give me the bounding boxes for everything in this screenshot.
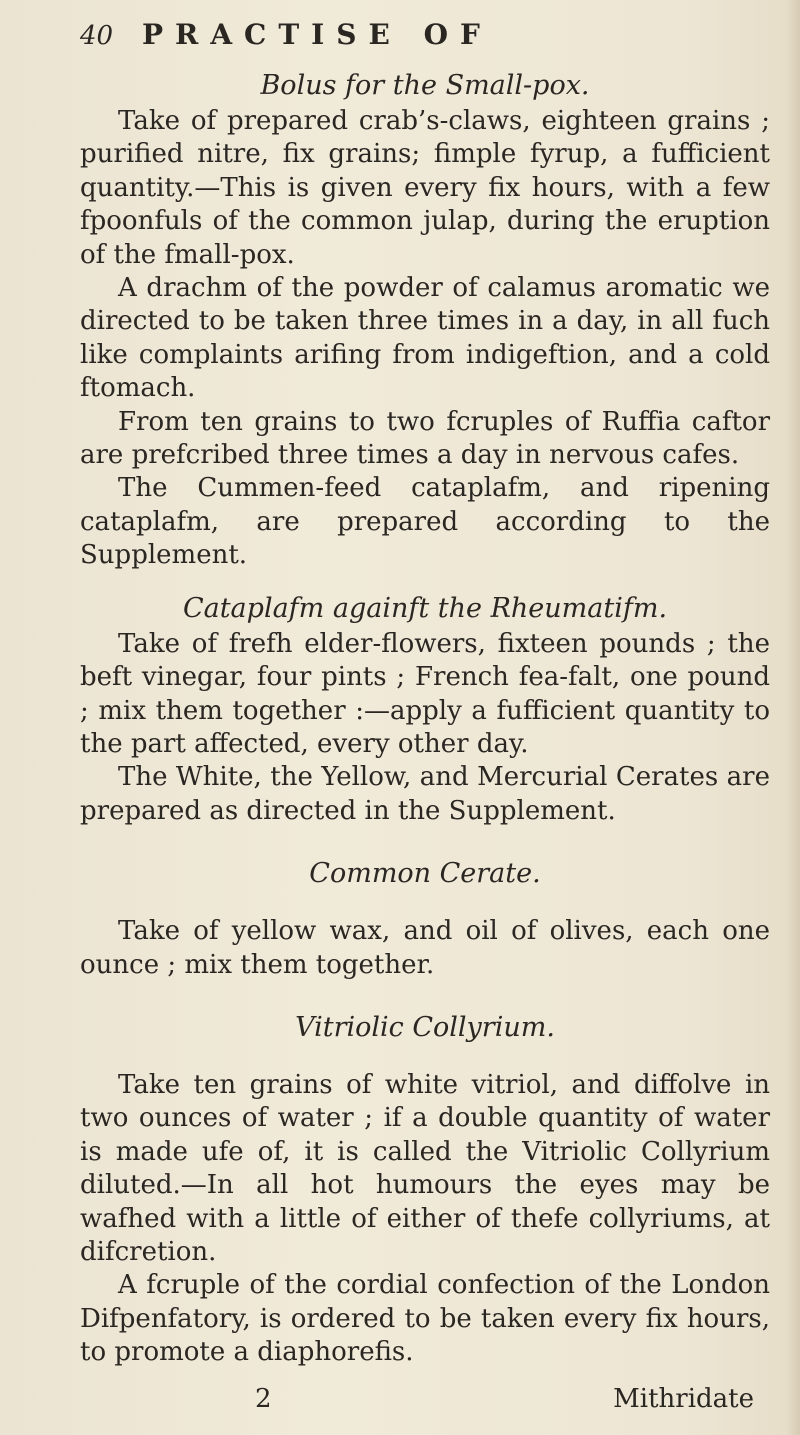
paragraph: The White, the Yellow, and Mercurial Cerates are prepared as directed in the Supplement. xyxy=(80,762,770,826)
page-footer xyxy=(80,1384,770,1414)
section-title-vitriolic-collyrium: Vitriolic Collyrium. xyxy=(295,1011,555,1043)
catchword: Mithridate xyxy=(613,1383,754,1414)
page-number: 40 xyxy=(80,21,114,51)
running-head xyxy=(80,18,770,68)
paragraph: The Cummen-feed cataplafm, and ripening cataplafm, are prepared according to the Supplement. xyxy=(80,473,770,571)
page-content xyxy=(80,18,770,1414)
paragraph: From ten grains to two fcruples of Ruffia caftor are prefcribed three times a day in nervous cafes. xyxy=(80,406,770,471)
paragraph: Take of frefh elder-flowers, fixteen pounds ; the beft vinegar, four pints ; French fea-falt, one pound ; mix them together :—apply a fufficient quantity to the part affected, every other day. xyxy=(80,628,770,759)
page-edge-shadow xyxy=(786,0,800,1435)
section-title-cataplasm: Cataplafm againft the Rheumatifm. xyxy=(182,592,668,624)
section-title-bolus: Bolus for the Small-pox. xyxy=(260,70,590,101)
paragraph: Take of prepared crab’s-claws, eighteen grains ; purified nitre, fix grains; fimple fyrup, a fufficient quantity.—This is given every fix hours, with a few fpoonfuls of the common julap, during the eruption of the fmall-pox. xyxy=(80,106,770,270)
paragraph: A drachm of the powder of calamus aromatic we directed to be taken three times in a day, in all fuch like complaints arifing from indigeftion, and a cold ftomach. xyxy=(80,273,770,404)
running-title: PRACTISE OF xyxy=(142,18,492,51)
paragraph: Take ten grains of white vitriol, and diffolve in two ounces of water ; if a double quantity of water is made ufe of, it is called the Vitriolic Collyrium diluted.—In all hot humours the eyes may be wafhed with a little of either of thefe collyriums, at difcretion. xyxy=(80,1069,770,1267)
paragraph: Take of yellow wax, and oil of olives, each one ounce ; mix them together. xyxy=(80,916,770,980)
signature-mark: 2 xyxy=(255,1383,272,1414)
paragraph: A fcruple of the cordial confection of the London Difpenfatory, is ordered to be taken every fix hours, to promote a diaphorefis. xyxy=(80,1270,770,1368)
section-title-common-cerate: Common Cerate. xyxy=(309,858,541,890)
